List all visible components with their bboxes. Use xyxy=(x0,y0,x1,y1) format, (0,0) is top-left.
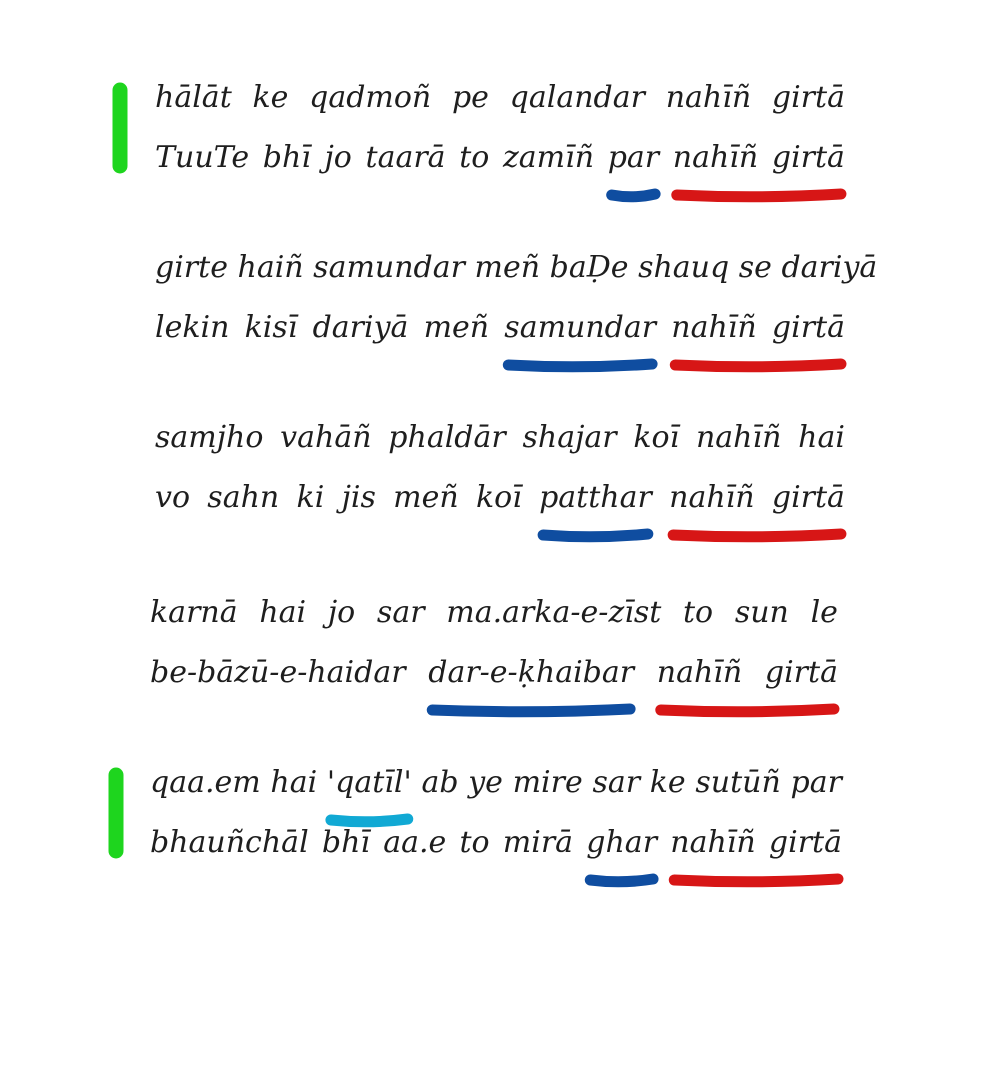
verse-word: ki xyxy=(296,480,325,515)
rhyme-underline xyxy=(612,194,655,197)
verse-word: hai xyxy=(259,595,307,630)
verse-word: meñ xyxy=(393,480,459,515)
verse-word: lekin xyxy=(155,310,230,345)
verse-word: ke xyxy=(649,765,686,800)
verse-word: qadmoñ xyxy=(309,80,432,115)
verse-word: shajar xyxy=(522,420,617,455)
refrain-underline xyxy=(674,879,838,882)
verse-word: samundar xyxy=(504,310,657,345)
rhyme-underline xyxy=(432,709,630,712)
verse-word: le xyxy=(810,595,838,630)
verse-word: meñ xyxy=(474,250,541,285)
verse-word: 'qatīl' xyxy=(326,765,412,800)
verse-word: nahīñ xyxy=(656,655,743,690)
verse-word: dar-e-ḳhaibar xyxy=(428,655,635,690)
verse-word: aa.e xyxy=(383,825,447,860)
verse-word: be-bāzū-e-haidar xyxy=(150,655,406,690)
verse-word: koī xyxy=(633,420,680,455)
verse-word: shauq xyxy=(638,250,730,285)
verse-word: girtā xyxy=(771,80,845,115)
verse-word: taarā xyxy=(365,140,446,175)
verse-word: par xyxy=(607,140,660,175)
verse-word: sun xyxy=(734,595,789,630)
verse-word: sahn xyxy=(207,480,280,515)
verse-word: girtā xyxy=(771,480,845,515)
verse-word: dariyā xyxy=(312,310,409,345)
verse-word: vo xyxy=(155,480,191,515)
verse-word: jo xyxy=(324,140,352,175)
verse-word: to xyxy=(459,140,490,175)
rhyme-underline xyxy=(590,879,653,882)
verse-word: sar xyxy=(592,765,641,800)
verse-word: to xyxy=(459,825,490,860)
verse-word: bhauñchāl xyxy=(150,825,309,860)
verse-word: mire xyxy=(512,765,583,800)
verse-word: kisī xyxy=(244,310,298,345)
verse-word: samundar xyxy=(313,250,465,285)
verse-word: patthar xyxy=(539,480,652,515)
verse-word: baḌe xyxy=(549,250,629,285)
verse-word: TuuTe xyxy=(155,140,250,175)
verse-word: ma.arka-e-zīst xyxy=(446,595,662,630)
verse-word: nahīñ xyxy=(671,310,757,345)
verse-word: bhī xyxy=(262,140,311,175)
verse-word: sutūñ xyxy=(695,765,781,800)
refrain-underline xyxy=(673,534,841,537)
verse-word: par xyxy=(790,765,842,800)
verse-word: girtā xyxy=(768,825,842,860)
verse-word: haiñ xyxy=(237,250,304,285)
pen-name-underline xyxy=(331,819,408,822)
refrain-underline xyxy=(661,709,834,712)
verse-word: nahīñ xyxy=(665,80,752,115)
verse-word: girtā xyxy=(771,140,845,175)
verse-word: samjho xyxy=(155,420,264,455)
verse-word: nahīñ xyxy=(670,825,756,860)
verse-word: qalandar xyxy=(509,80,645,115)
rhyme-underline xyxy=(543,534,648,537)
verse-word: to xyxy=(683,595,714,630)
verse-word: sar xyxy=(376,595,425,630)
verse-word: nahīñ xyxy=(672,140,759,175)
verse-word: hai xyxy=(798,420,845,455)
verse-word: mirā xyxy=(502,825,574,860)
verse-word: vahāñ xyxy=(280,420,372,455)
verse-word: girtā xyxy=(771,310,845,345)
verse-word: pe xyxy=(451,80,489,115)
verse-word: dariyā xyxy=(781,250,878,285)
verse-word: phaldār xyxy=(388,420,506,455)
verse-word: ab xyxy=(421,765,459,800)
rhyme-underline xyxy=(508,364,652,367)
verse-word: ye xyxy=(468,765,503,800)
verse-word: ghar xyxy=(586,825,658,860)
verse-word: jis xyxy=(341,480,376,515)
verse-word: nahīñ xyxy=(695,420,782,455)
verse-word: meñ xyxy=(423,310,490,345)
verse-word: jo xyxy=(327,595,356,630)
verse-word: nahīñ xyxy=(669,480,755,515)
verse-word: qaa.em xyxy=(150,765,261,800)
verse-word: zamīñ xyxy=(502,140,595,175)
verse-word: ke xyxy=(252,80,289,115)
refrain-underline xyxy=(675,364,841,367)
verse-word: hālāt xyxy=(155,80,232,115)
verse-word: hai xyxy=(270,765,318,800)
verse-word: bhī xyxy=(321,825,370,860)
verse-word: girte xyxy=(155,250,228,285)
verse-word: karnā xyxy=(150,595,238,630)
verse-word: se xyxy=(738,250,772,285)
refrain-underline xyxy=(677,194,841,197)
verse-word: girtā xyxy=(764,655,838,690)
verse-word: koī xyxy=(475,480,522,515)
